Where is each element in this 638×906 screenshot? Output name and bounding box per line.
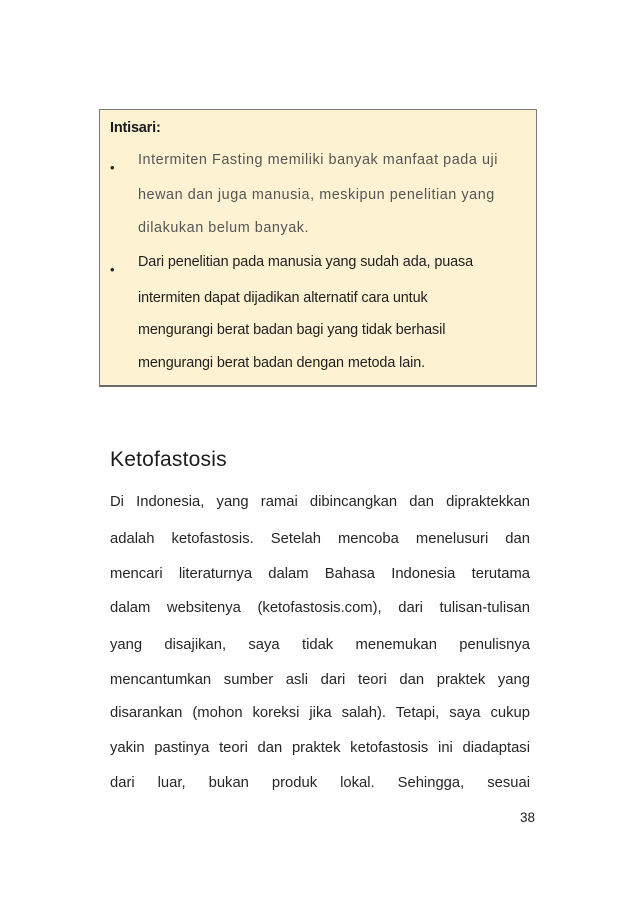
- section-heading: Ketofastosis: [110, 448, 227, 471]
- paragraph-line: yang disajikan, saya tidak menemukan penulisnya: [110, 637, 530, 653]
- page-number: 38: [519, 810, 535, 825]
- paragraph-line: dari luar, bukan produk lokal. Sehingga, sesuai: [110, 775, 530, 791]
- summary-bullet-2-line-2: intermiten dapat dijadikan alternatif cara untuk: [138, 290, 428, 306]
- paragraph-line: disarankan (mohon koreksi jika salah). Tetapi, saya cukup: [110, 705, 530, 721]
- summary-bullet-2-line-4: mengurangi berat badan dengan metoda lain.: [138, 355, 426, 371]
- summary-bullet-1-line-3: dilakukan belum banyak.: [138, 220, 310, 236]
- bullet-symbol: •: [110, 160, 115, 175]
- paragraph-line: yakin pastinya teori dan praktek ketofastosis ini diadaptasi: [110, 740, 530, 756]
- summary-bullet-2-line-3: mengurangi berat badan bagi yang tidak berhasil: [138, 322, 446, 338]
- summary-title: Intisari:: [110, 120, 161, 136]
- paragraph-line: Di Indonesia, yang ramai dibincangkan dan dipraktekkan: [110, 494, 530, 510]
- summary-bullet-2-line-1: Dari penelitian pada manusia yang sudah ada, puasa: [138, 254, 474, 270]
- paragraph-line: adalah ketofastosis. Setelah mencoba menelusuri dan: [110, 531, 530, 547]
- paragraph-line: mencari literaturnya dalam Bahasa Indonesia terutama: [110, 566, 530, 582]
- summary-box: [99, 109, 537, 387]
- summary-bullet-1-line-1: Intermiten Fasting memiliki banyak manfaat pada uji: [138, 152, 498, 168]
- paragraph-line: dalam websitenya (ketofastosis.com), dari tulisan-tulisan: [110, 600, 530, 616]
- bullet-symbol: •: [110, 262, 115, 277]
- summary-bullet-1-line-2: hewan dan juga manusia, meskipun penelitian yang: [138, 187, 495, 203]
- paragraph-line: mencantumkan sumber asli dari teori dan praktek yang: [110, 672, 530, 688]
